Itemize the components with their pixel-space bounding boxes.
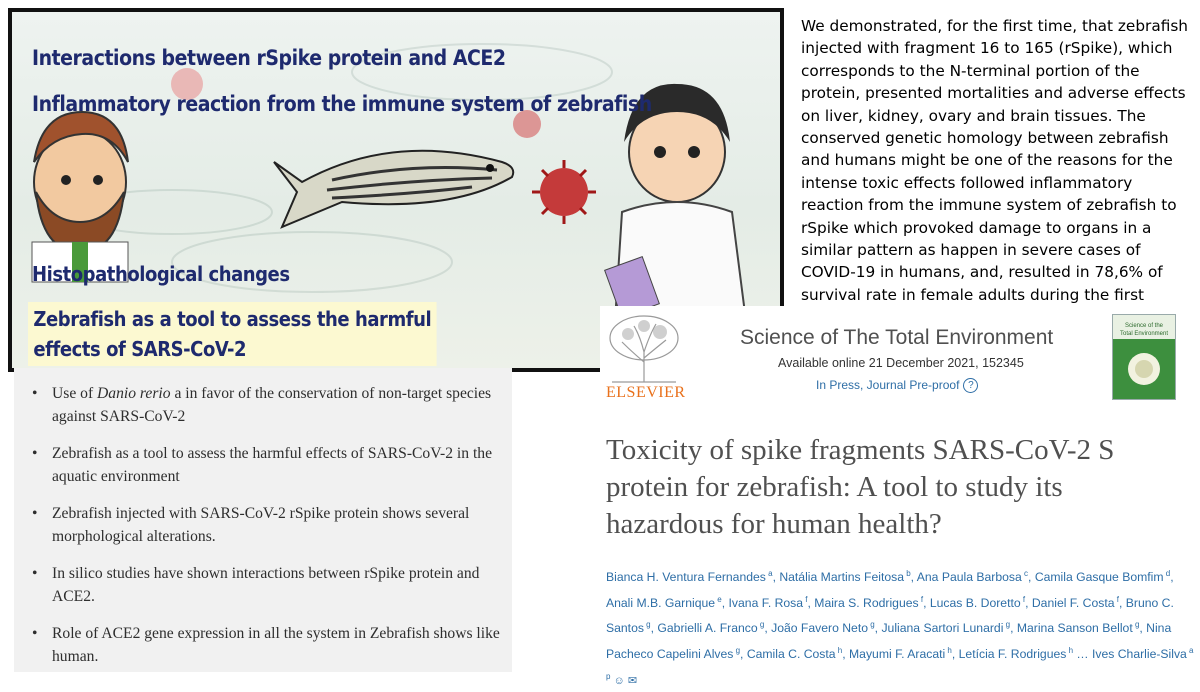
author-name: Ivana F. Rosa [728, 595, 804, 610]
abstract-point-inflammatory: Inflammatory reaction from the immune system of zebrafish [32, 92, 652, 116]
highlight-text-continued: a in favor of the conservation of non-target species against SARS-CoV-2 [52, 385, 492, 425]
author-affiliation: g [757, 620, 765, 630]
publication-date: Available online 21 December 2021, 152345 [778, 356, 1024, 370]
author-name: Ives Charlie-Silva [1092, 647, 1187, 662]
abstract-point-zebrafish-tool-line2: effects of SARS-CoV-2 [33, 337, 247, 361]
author-name: Letícia F. Rodrigues [958, 647, 1067, 662]
highlights-list [14, 368, 512, 668]
highlights-box [14, 368, 512, 672]
highlight-text: Zebrafish as a tool to assess the harmful effects of SARS-CoV-2 in the aquatic environment [52, 445, 493, 485]
author-name: João Favero Neto [771, 621, 868, 636]
highlight-text: Use of [52, 385, 98, 402]
journal-status-link[interactable] [816, 378, 978, 393]
author-affiliation: h [945, 645, 952, 655]
author-affiliation: a [765, 569, 773, 578]
author-link[interactable] [917, 570, 1028, 584]
author-link[interactable] [747, 647, 842, 661]
author-link[interactable] [606, 596, 722, 610]
article-title: Toxicity of spike fragments SARS-CoV-2 S protein for zebrafish: A tool to study its hazardous for human health? [606, 434, 1115, 540]
author-name: Bianca H. Ventura Fernandes [606, 570, 766, 585]
author-affiliation: g [1132, 620, 1140, 630]
journal-cover-title-line1: Science of the [1124, 323, 1164, 329]
author-list: Bianca H. Ventura Fernandes $^a$, Natália Martins Feitosa $^b$, Ana Paula Barbosa $^c$, Camila Gasque Bomfim $^d$, Anali M.B. Garnique $^e$, Ivana F. Rosa $^f$, Maira S. Rodrigues $^f$, Lucas B. Doretto $^f$, Daniel F. Costa $^f$, Bruno C. Santos $^g$, Gabrielli A. Franco $^g$, João Favero Neto $^g$, Juliana Sartori Lunardi $^g$, Marina Sanson Bellot $^g$, Nina Pacheco Capelini Alves $^g$, Camila C. Costa $^h$, Mayumi F. Aracati $^h$, Letícia F. Rodrigues $^h$ … Ives Charlie-Silva $^{a p}$ ☺ ✉ [606, 569, 1194, 687]
author-name: Lucas B. Doretto [929, 595, 1021, 610]
author-affiliation: c [1021, 569, 1029, 578]
author-name: Mayumi F. Aracati [849, 647, 946, 662]
abstract-point-interactions: Interactions between rSpike protein and ACE2 [32, 46, 506, 70]
author-affiliation: g [1003, 620, 1011, 630]
highlight-item [52, 442, 502, 488]
author-affiliation: h [1066, 645, 1074, 655]
author-name: Camila Gasque Bomfim [1034, 570, 1164, 585]
author-affiliation: b [903, 569, 911, 578]
author-link[interactable] [959, 647, 1073, 661]
author-name: Gabrielli A. Franco [657, 621, 758, 636]
highlight-item [52, 562, 502, 608]
author-name: Nina Pacheco Capelini Alves [606, 621, 1172, 662]
abstract-point-histopathology: Histopathological changes [32, 262, 290, 286]
author-affiliation: g [733, 645, 741, 655]
author-name: Maira S. Rodrigues [814, 595, 919, 610]
authors-ellipsis[interactable]: … [1076, 647, 1092, 662]
highlight-item [52, 622, 502, 668]
journal-header [600, 306, 1194, 406]
summary-paragraph: We demonstrated, for the first time, that zebrafish injected with fragment 16 to 165 (rSpike), which corresponds to the N-terminal portion of the protein, presented mortalities and adverse effects on liver, kidney, ovary and brain tissues. The conserved genetic homology between zebrafish and humans might be one of the reasons for the intense toxic effects followed inflammatory reaction from the immune system of zebrafish to rSpike which provoked damage to organs in a similar pattern as happen in severe cases of COVID-19 in humans, and, resulted in 78,6% of survival rate in female adults during the first [801, 17, 1188, 304]
highlight-item [52, 502, 502, 548]
journal-cover-thumbnail[interactable] [1112, 314, 1176, 400]
species-name: Danio rerio [97, 385, 171, 402]
person-icon[interactable]: ☺ [613, 674, 625, 687]
author-link[interactable] [729, 596, 808, 610]
author-affiliation: g [643, 620, 651, 630]
author-name: Ana Paula Barbosa [916, 570, 1022, 585]
author-affiliation: f [918, 594, 924, 604]
author-link[interactable] [881, 621, 1010, 635]
highlight-text: Role of ACE2 gene expression in all the system in Zebrafish shows like human. [52, 625, 500, 665]
scientist-man-illustration [32, 112, 128, 282]
journal-status-label: In Press, Journal Pre-proof [816, 378, 960, 392]
author-link[interactable] [779, 570, 910, 584]
highlight-text: Zebrafish injected with SARS-CoV-2 rSpike protein shows several morphological alterations. [52, 505, 470, 545]
author-name: Marina Sanson Bellot [1016, 621, 1133, 636]
author-affiliation: d [1163, 569, 1171, 578]
author-affiliation: g [868, 620, 875, 630]
author-name: Natália Martins Feitosa [779, 570, 904, 585]
author-affiliation: h [835, 645, 843, 655]
author-link[interactable] [1017, 621, 1140, 635]
author-affiliation: f [1114, 594, 1119, 604]
journal-cover-image [1113, 315, 1175, 399]
highlight-text: In silico studies have shown interactions between rSpike protein and ACE2. [52, 565, 480, 605]
author-link[interactable] [657, 621, 764, 635]
author-link[interactable] [1032, 596, 1119, 610]
journal-title[interactable]: Science of The Total Environment [740, 326, 1054, 349]
author-name: Daniel F. Costa [1031, 595, 1115, 610]
author-link[interactable] [930, 596, 1025, 610]
zebrafish-illustration [274, 151, 513, 227]
author-link[interactable] [849, 647, 952, 661]
journal-cover-title-line2: Total Environment [1119, 331, 1169, 337]
highlight-item [52, 382, 502, 428]
author-name: Camila C. Costa [746, 647, 836, 662]
author-link[interactable] [814, 596, 923, 610]
author-name: Anali M.B. Garnique [606, 595, 716, 610]
author-link[interactable] [1035, 570, 1170, 584]
author-name: Juliana Sartori Lunardi [881, 621, 1004, 636]
abstract-point-zebrafish-tool-line1: Zebrafish as a tool to assess the harmful [33, 307, 432, 331]
author-affiliation: f [1020, 594, 1026, 604]
author-affiliation: a p [606, 645, 1194, 681]
help-icon[interactable]: ? [963, 378, 978, 393]
abstract-point-zebrafish-tool [28, 302, 437, 366]
author-link[interactable] [771, 621, 875, 635]
author-name: Bruno C. Santos [606, 595, 1174, 636]
author-affiliation: e [715, 594, 722, 604]
email-icon[interactable]: ✉ [627, 674, 638, 687]
author-affiliation: f [803, 594, 808, 604]
author-link[interactable] [606, 570, 773, 584]
publisher-name: ELSEVIER [606, 384, 686, 401]
